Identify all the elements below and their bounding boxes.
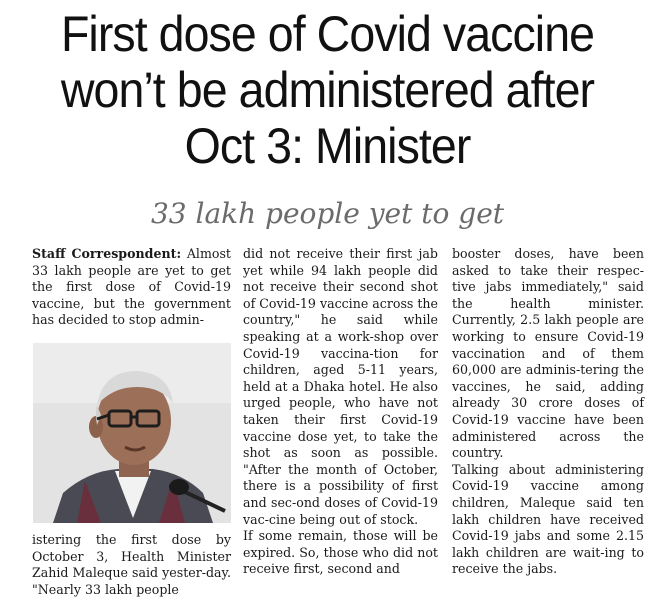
column-1-top-text: Almost 33 lakh people are yet to get the first dose of Covid-19 vaccine, but the government has decided to stop admin- — [32, 246, 231, 328]
headline-line-2: won’t be administered after — [60, 62, 595, 118]
minister-photo — [33, 343, 231, 523]
article-headline — [23, 6, 632, 174]
column-2-paragraph-2: If some remain, those will be expired. So, those who did not receive first, second and — [243, 528, 438, 577]
headline-line-3: Oct 3: Minister — [184, 118, 471, 174]
column-3-paragraph-1: booster doses, have been asked to take their respec-tive jabs immediately," said the health minister. Currently, 2.5 lakh people are working to ensure Covid-19 vaccination and of them 60,000 are adminis-tering the vaccines, he said, adding already 30 crore doses of Covid-19 vaccine have been administered across the country. — [452, 246, 644, 461]
article-column-2 — [243, 246, 438, 578]
headline-line-1: First dose of Covid vaccine — [60, 6, 595, 62]
column-1-top-paragraph — [32, 246, 231, 329]
minister-portrait-image — [33, 343, 231, 523]
article-column-1 — [32, 246, 231, 329]
column-3-paragraph-2: Talking about administering Covid-19 vaccine among children, Maleque said ten lakh children have received Covid-19 jabs and some 2.15 lakh children are wait-ing to receive the jabs. — [452, 461, 644, 577]
column-2-paragraph-1: did not receive their first jab yet while 94 lakh people did not receive their second shot of Covid-19 vaccine across the country," he said while speaking at a work-shop over Covid-19 vaccina-tion for children, aged 5-11 years, held at a Dhaka hotel. He also urged people, who have not taken their first Covid-19 vaccine dose yet, to take the shot as soon as possible. "After the month of October, there is a possibility of first and sec-ond doses of Covid-19 vac-cine being out of stock. — [243, 246, 438, 527]
byline: Staff Correspondent: — [32, 246, 182, 261]
article-subheadline: 33 lakh people yet to get — [150, 197, 505, 230]
column-1-bottom-text: istering the first dose by October 3, Health Minister Zahid Maleque said yester-day. "Nearly 33 lakh people — [32, 532, 231, 597]
article-column-3 — [452, 246, 644, 578]
article-column-1-continued — [32, 532, 231, 598]
